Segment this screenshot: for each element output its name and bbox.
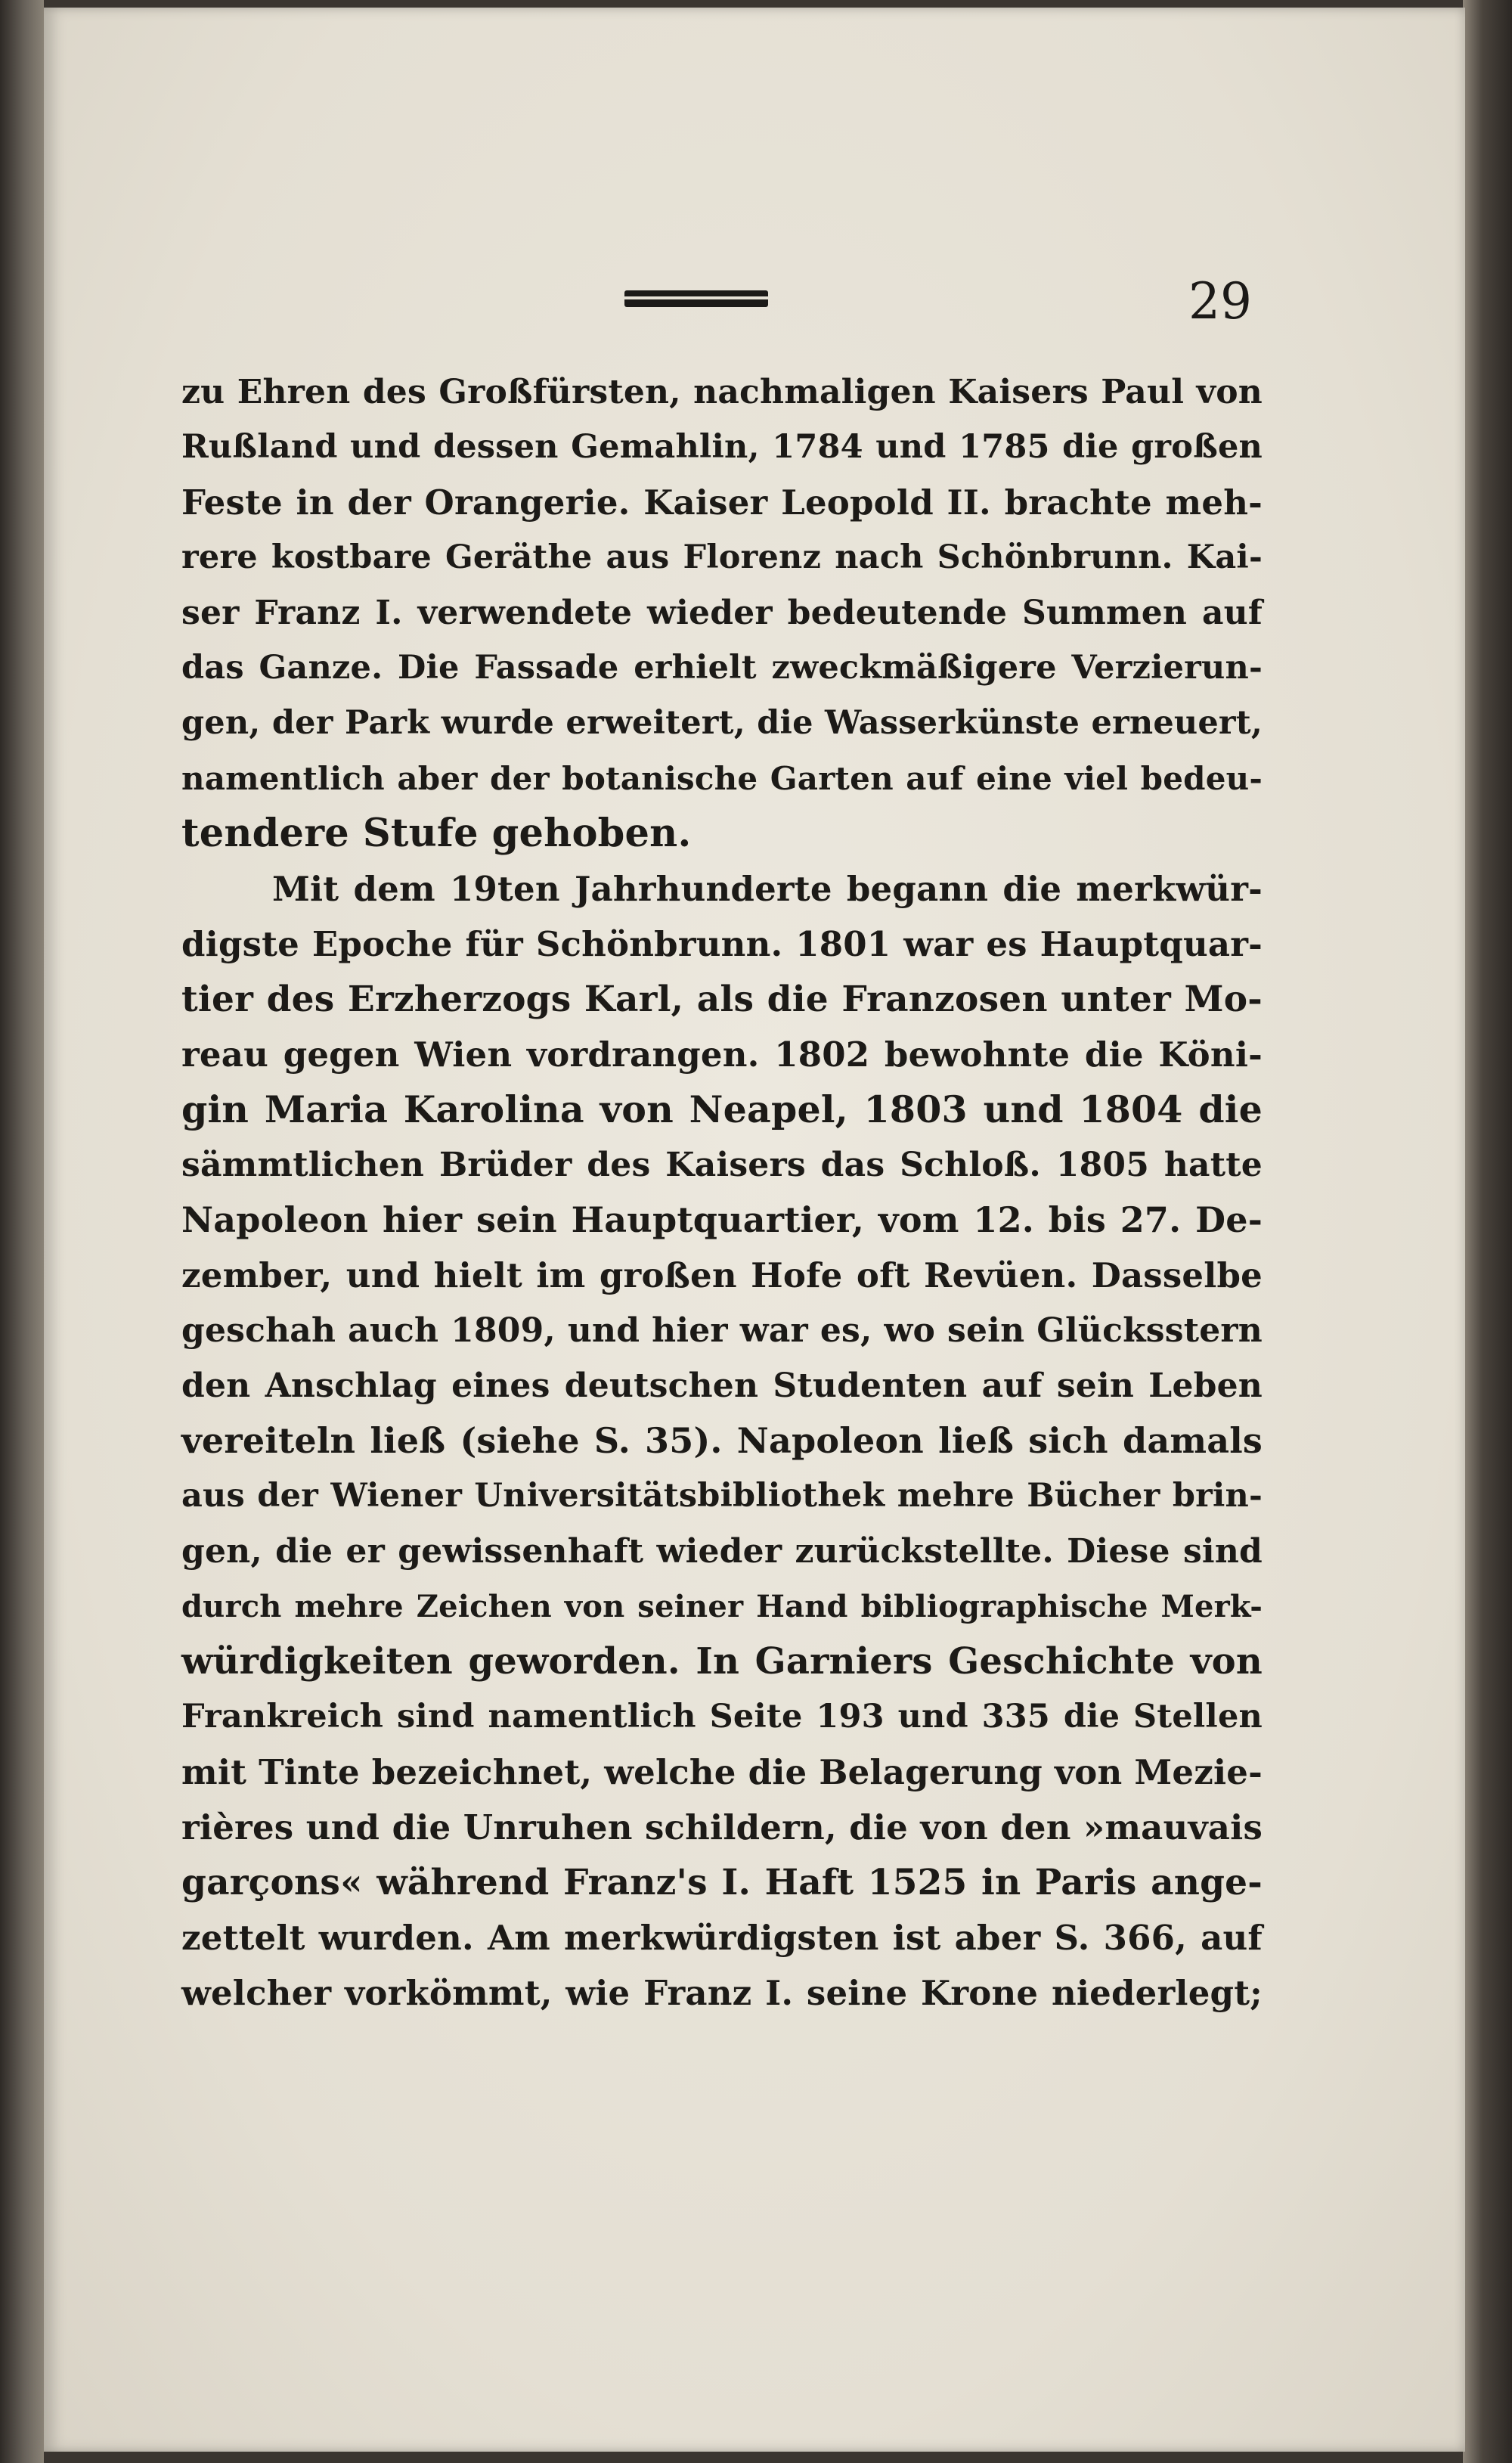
text-line: mit Tinte bezeichnet, welche die Belagerung von Mezie- [181,1752,1263,1792]
text-line: zu Ehren des Großfürsten, nachmaligen Kaisers Paul von [181,373,1263,411]
text-line: Napoleon hier sein Hauptquartier, vom 12. bis 27. De- [181,1199,1263,1240]
text-line: ser Franz I. verwendete wieder bedeutende Summen auf [181,594,1263,632]
adjacent-page-edge [1463,0,1512,2463]
text-line: gen, der Park wurde erweitert, die Wasserkünste erneuert, [181,704,1263,742]
text-line: reau gegen Wien vordrangen. 1802 bewohnte die Köni- [181,1035,1263,1075]
text-line: das Ganze. Die Fassade erhielt zweckmäßigere Verzierun- [181,649,1263,687]
text-line: durch mehre Zeichen von seiner Hand bibliographische Merk- [181,1589,1263,1624]
text-line: zettelt wurden. Am merkwürdigsten ist aber S. 366, auf [181,1918,1263,1958]
text-line: aus der Wiener Universitätsbibliothek mehre Bücher brin- [181,1477,1263,1515]
text-line: zember, und hielt im großen Hofe oft Revüen. Dasselbe [181,1255,1263,1295]
text-line: vereiteln ließ (siehe S. 35). Napoleon ließ sich damals [181,1420,1263,1461]
text-line: Frankreich sind namentlich Seite 193 und 335 die Stellen [181,1698,1263,1736]
text-line: welcher vorkömmt, wie Franz I. seine Krone niederlegt; [181,1973,1263,2013]
text-line: digste Epoche für Schönbrunn. 1801 war es Hauptquar- [181,924,1263,964]
text-line: Rußland und dessen Gemahlin, 1784 und 1785 die großen [181,428,1263,466]
body-text [181,364,1263,2021]
text-line: Feste in der Orangerie. Kaiser Leopold II. brachte meh- [181,482,1263,523]
text-line: geschah auch 1809, und hier war es, wo sein Glücksstern [181,1311,1263,1350]
book-binding-gutter [0,0,44,2463]
text-line: den Anschlag eines deutschen Studenten auf sein Leben [181,1366,1263,1405]
text-line: namentlich aber der botanische Garten auf eine viel bedeu- [181,760,1263,797]
text-line: gen, die er gewissenhaft wieder zurückstellte. Diese sind [181,1532,1263,1571]
text-line: tier des Erzherzogs Karl, als die Franzosen unter Mo- [181,979,1263,1020]
book-page [44,8,1465,2452]
text-line: sämmtlichen Brüder des Kaisers das Schloß. 1805 hatte [181,1146,1263,1184]
text-line: garçons« während Franz's I. Haft 1525 in Paris ange- [181,1862,1263,1903]
text-line: gin Maria Karolina von Neapel, 1803 und 1804 die [181,1087,1263,1131]
text-line: rières und die Unruhen schildern, die von den »mauvais [181,1807,1263,1847]
text-line: würdigkeiten geworden. In Garniers Geschichte von [181,1640,1263,1683]
page-number: 29 [1188,272,1252,330]
text-line: rere kostbare Geräthe aus Florenz nach Schönbrunn. Kai- [181,538,1263,576]
text-line: tendere Stufe gehoben. [181,811,692,856]
header-rule [624,290,768,307]
text-line: Mit dem 19ten Jahrhunderte begann die merkwür- [272,869,1263,909]
